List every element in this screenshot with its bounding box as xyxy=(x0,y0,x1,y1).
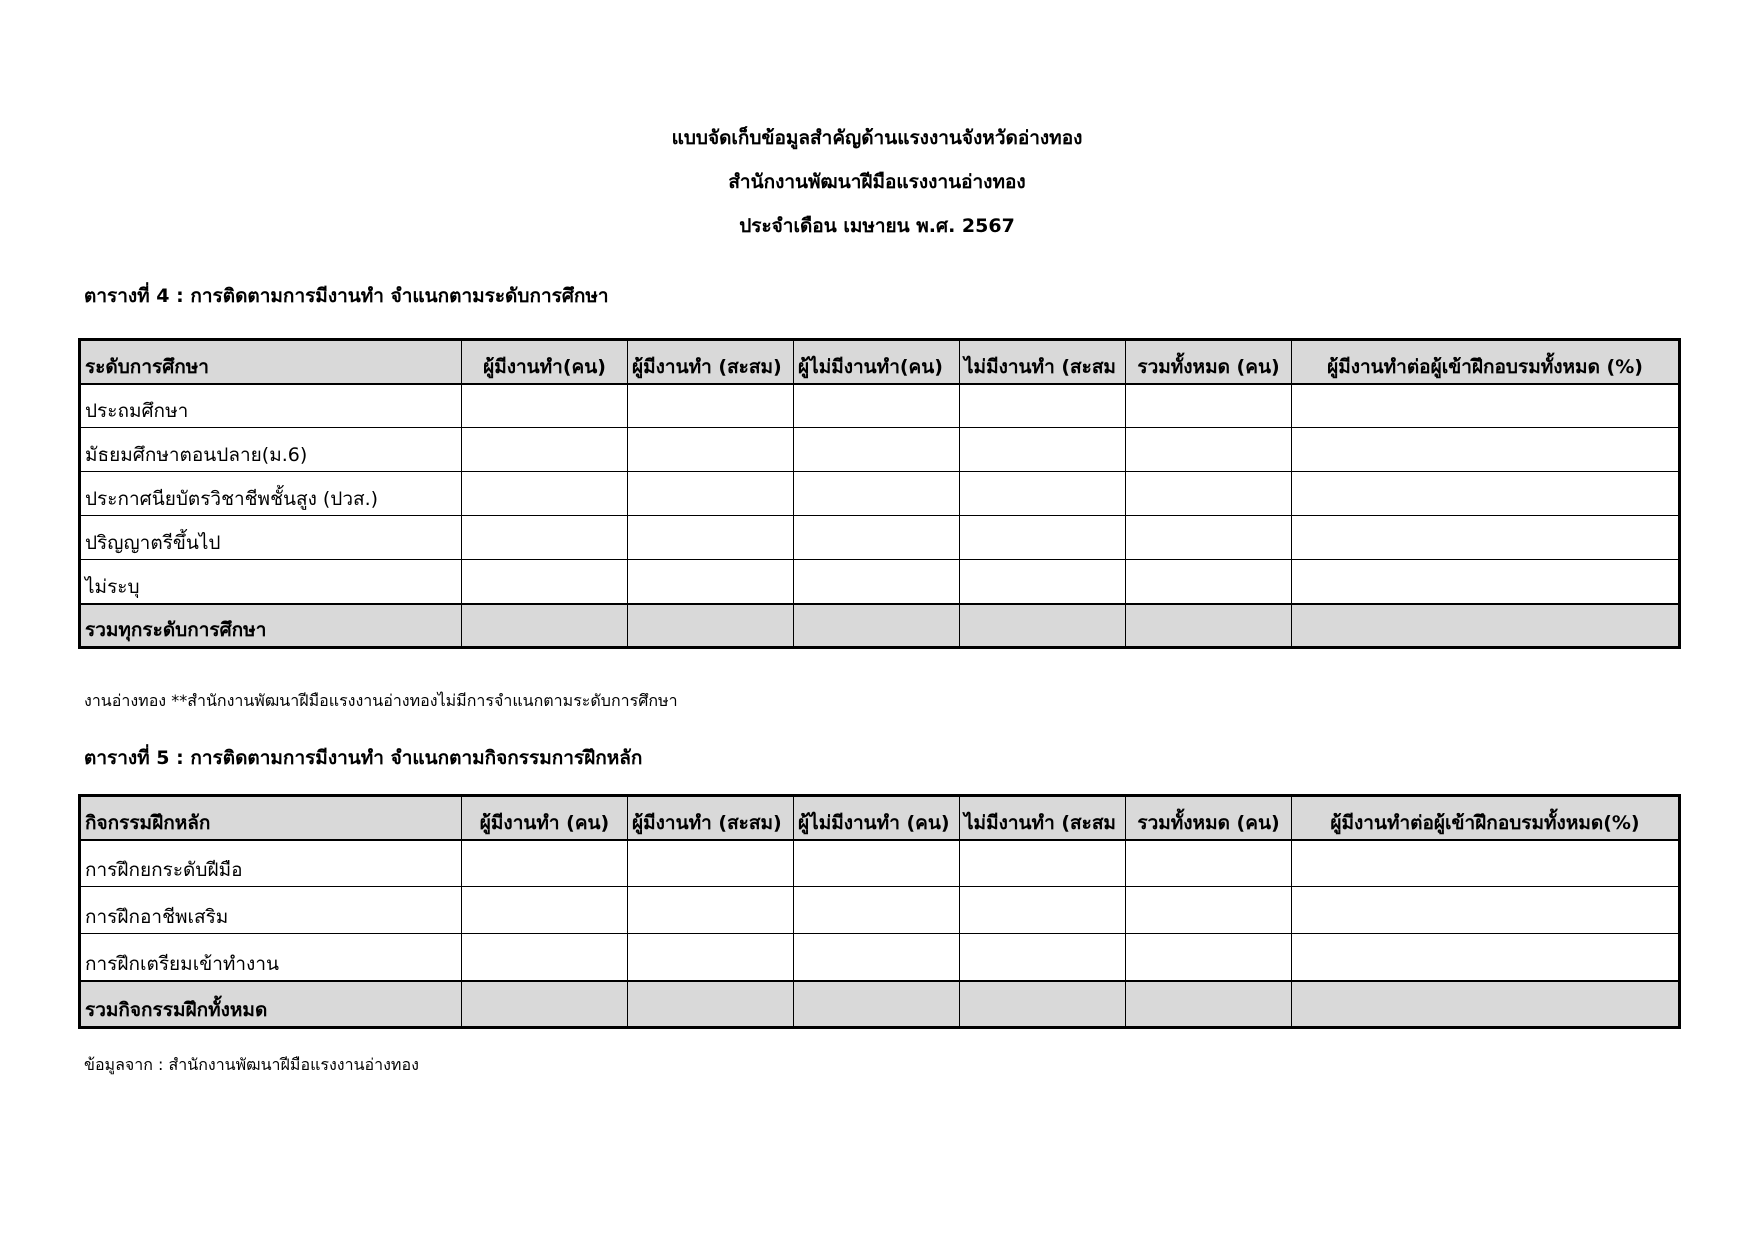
column-header: กิจกรรมฝึกหลัก xyxy=(80,796,462,840)
total-label: รวมกิจกรรมฝึกทั้งหมด xyxy=(80,981,462,1028)
table-cell xyxy=(1126,560,1292,604)
table5-training-activity xyxy=(78,794,1681,1029)
table-cell xyxy=(960,428,1126,472)
table-cell xyxy=(1126,384,1292,428)
office-name: สำนักงานพัฒนาฝีมือแรงงานอ่างทอง xyxy=(728,171,1026,193)
column-header: ผู้มีงานทำต่อผู้เข้าฝึกอบรมทั้งหมด (%) xyxy=(1292,340,1680,384)
table-cell xyxy=(1126,840,1292,887)
table-cell xyxy=(1292,934,1680,981)
row-label: มัธยมศึกษาตอนปลาย(ม.6) xyxy=(80,428,462,472)
form-title: แบบจัดเก็บข้อมูลสำคัญด้านแรงงานจังหวัดอ่างทอง xyxy=(671,127,1083,149)
report-period: ประจำเดือน เมษายน พ.ศ. 2567 xyxy=(739,215,1015,237)
table-cell xyxy=(1292,840,1680,887)
table-cell xyxy=(462,384,628,428)
table-cell xyxy=(1292,981,1680,1028)
table-cell xyxy=(1126,934,1292,981)
table-cell xyxy=(1292,604,1680,648)
column-header: ผู้ไม่มีงานทำ(คน) xyxy=(794,340,960,384)
table-cell xyxy=(960,981,1126,1028)
table-cell xyxy=(1126,516,1292,560)
table5-caption: ตารางที่ 5 : การติดตามการมีงานทำ จำแนกตามกิจกรรมการฝึกหลัก xyxy=(84,747,643,769)
table-cell xyxy=(1126,887,1292,934)
table-cell xyxy=(628,887,794,934)
table-cell xyxy=(462,887,628,934)
data-source-note: ข้อมูลจาก : สำนักงานพัฒนาฝีมือแรงงานอ่างทอง xyxy=(84,1055,419,1074)
table-cell xyxy=(960,560,1126,604)
table-cell xyxy=(960,934,1126,981)
table-total-row xyxy=(80,981,1680,1028)
table-cell xyxy=(1292,384,1680,428)
table-cell xyxy=(628,934,794,981)
row-label: การฝึกเตรียมเข้าทำงาน xyxy=(80,934,462,981)
table-cell xyxy=(462,934,628,981)
table-cell xyxy=(462,840,628,887)
table-cell xyxy=(628,604,794,648)
table-total-row xyxy=(80,604,1680,648)
table-cell xyxy=(1126,472,1292,516)
table-cell xyxy=(794,981,960,1028)
table-row xyxy=(80,840,1680,887)
table-cell xyxy=(794,840,960,887)
row-label: การฝึกอาชีพเสริม xyxy=(80,887,462,934)
table-cell xyxy=(462,981,628,1028)
column-header: ผู้มีงานทำต่อผู้เข้าฝึกอบรมทั้งหมด(%) xyxy=(1292,796,1680,840)
table-cell xyxy=(628,516,794,560)
table-cell xyxy=(1126,604,1292,648)
table-cell xyxy=(462,604,628,648)
column-header: รวมทั้งหมด (คน) xyxy=(1126,340,1292,384)
table-cell xyxy=(794,516,960,560)
table-cell xyxy=(794,560,960,604)
row-label: ประกาศนียบัตรวิชาชีพชั้นสูง (ปวส.) xyxy=(80,472,462,516)
table-row xyxy=(80,428,1680,472)
table4-note: งานอ่างทอง **สำนักงานพัฒนาฝีมือแรงงานอ่างทองไม่มีการจำแนกตามระดับการศึกษา xyxy=(84,691,678,710)
table-row xyxy=(80,560,1680,604)
table-row xyxy=(80,472,1680,516)
table-cell xyxy=(462,516,628,560)
table-cell xyxy=(960,604,1126,648)
table-header-row xyxy=(80,340,1680,384)
table4-education-level xyxy=(78,338,1681,649)
table-cell xyxy=(462,560,628,604)
table-cell xyxy=(1292,887,1680,934)
table-cell xyxy=(1292,472,1680,516)
column-header: ไม่มีงานทำ (สะสม xyxy=(960,340,1126,384)
table-cell xyxy=(462,428,628,472)
table-cell xyxy=(628,428,794,472)
table-cell xyxy=(960,840,1126,887)
row-label: ไม่ระบุ xyxy=(80,560,462,604)
table-row xyxy=(80,384,1680,428)
table-cell xyxy=(1292,516,1680,560)
column-header: ระดับการศึกษา xyxy=(80,340,462,384)
row-label: ปริญญาตรีขึ้นไป xyxy=(80,516,462,560)
table-cell xyxy=(462,472,628,516)
table-row xyxy=(80,887,1680,934)
column-header: ไม่มีงานทำ (สะสม xyxy=(960,796,1126,840)
table-cell xyxy=(960,472,1126,516)
total-label: รวมทุกระดับการศึกษา xyxy=(80,604,462,648)
table-cell xyxy=(628,981,794,1028)
table-cell xyxy=(794,604,960,648)
table4-caption: ตารางที่ 4 : การติดตามการมีงานทำ จำแนกตามระดับการศึกษา xyxy=(84,285,609,307)
column-header: รวมทั้งหมด (คน) xyxy=(1126,796,1292,840)
column-header: ผู้ไม่มีงานทำ (คน) xyxy=(794,796,960,840)
table-cell xyxy=(794,428,960,472)
table-cell xyxy=(628,560,794,604)
row-label: การฝึกยกระดับฝีมือ xyxy=(80,840,462,887)
table-cell xyxy=(1292,560,1680,604)
column-header: ผู้มีงานทำ (คน) xyxy=(462,796,628,840)
table-cell xyxy=(628,384,794,428)
column-header: ผู้มีงานทำ(คน) xyxy=(462,340,628,384)
table-cell xyxy=(1292,428,1680,472)
table-cell xyxy=(794,384,960,428)
table-cell xyxy=(794,887,960,934)
table-row xyxy=(80,516,1680,560)
table-cell xyxy=(628,472,794,516)
table-cell xyxy=(1126,428,1292,472)
table-cell xyxy=(628,840,794,887)
column-header: ผู้มีงานทำ (สะสม) xyxy=(628,340,794,384)
table-cell xyxy=(794,934,960,981)
table-header-row xyxy=(80,796,1680,840)
row-label: ประถมศึกษา xyxy=(80,384,462,428)
table-cell xyxy=(960,384,1126,428)
table-row xyxy=(80,934,1680,981)
table-cell xyxy=(960,516,1126,560)
table-cell xyxy=(960,887,1126,934)
table-cell xyxy=(794,472,960,516)
table-cell xyxy=(1126,981,1292,1028)
column-header: ผู้มีงานทำ (สะสม) xyxy=(628,796,794,840)
